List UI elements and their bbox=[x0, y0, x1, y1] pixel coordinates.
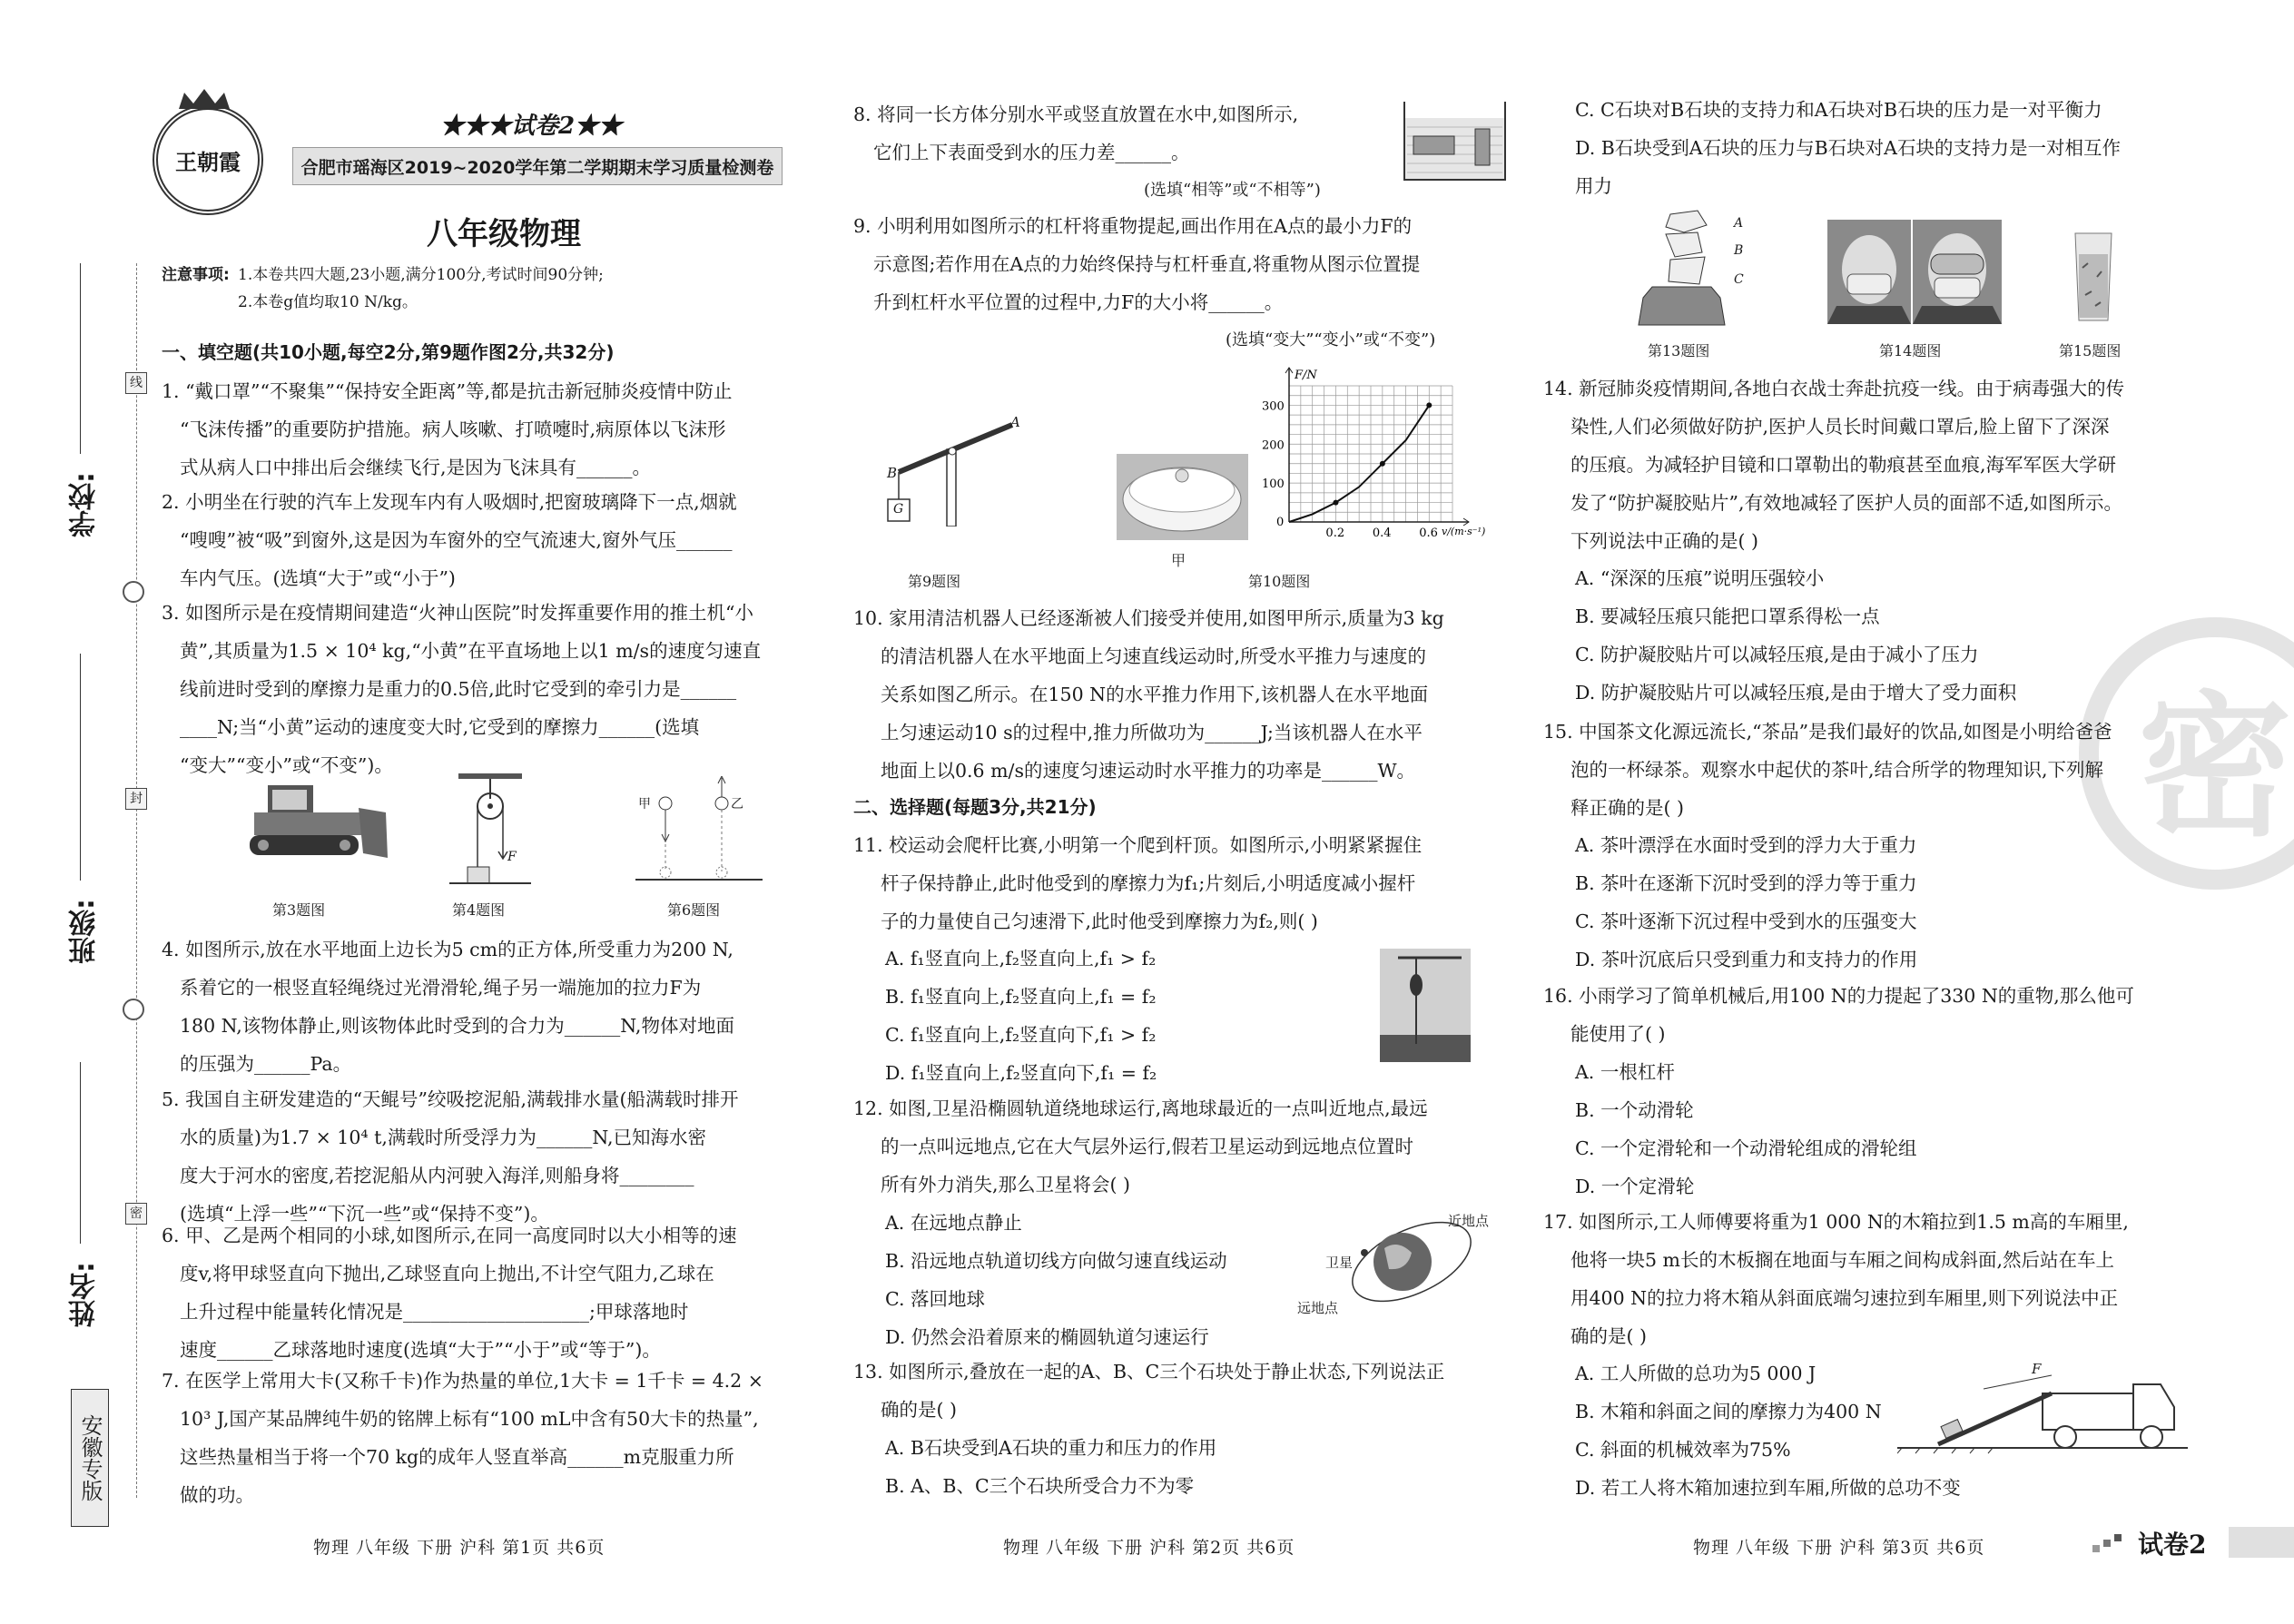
question-11-options bbox=[885, 940, 1157, 1092]
question-5-line: 5. 我国自主研发建造的“天鲲号”绞吸挖泥船,满载排水量(船满载时排开 bbox=[162, 1088, 739, 1110]
question-15 bbox=[1543, 713, 2206, 827]
figure-14-caption: 第14题图 bbox=[1879, 342, 1942, 359]
lever-diagram bbox=[876, 408, 1021, 527]
question-14-options bbox=[1575, 559, 2016, 712]
question-3-line: 黄”,其质量为1.5 × 10⁴ kg,“小黄”在平直场地上以1 m/s的速度匀速直 bbox=[180, 640, 762, 662]
truck-ramp-diagram bbox=[1897, 1357, 2188, 1457]
question-10-line: 关系如图乙所示。在150 N的水平推力作用下,该机器人在水平地面 bbox=[881, 684, 1429, 705]
question-6 bbox=[162, 1216, 852, 1369]
question-1-line: “飞沫传播”的重要防护措施。病人咳嗽、打喷嚏时,病原体以飞沫形 bbox=[180, 418, 726, 440]
seal-mark-line bbox=[125, 372, 147, 394]
option-d[interactable]: D. f₁竖直向上,f₂竖直向下,f₁ = f₂ bbox=[885, 1062, 1157, 1084]
y-tick-label: 300 bbox=[1262, 399, 1285, 414]
pole-climb-image bbox=[1380, 949, 1471, 1062]
question-16-line: 能使用了( ) bbox=[1570, 1023, 1666, 1045]
figure-3-caption: 第3题图 bbox=[272, 901, 326, 919]
question-8 bbox=[853, 95, 1416, 210]
question-17-line: 17. 如图所示,工人师傅要将重为1 000 N的木箱拉到1.5 m高的车厢里, bbox=[1543, 1211, 2129, 1233]
option-b[interactable]: B. f₁竖直向上,f₂竖直向上,f₁ = f₂ bbox=[885, 986, 1157, 1008]
question-10-line: 10. 家用清洁机器人已经逐渐被人们接受并使用,如图甲所示,质量为3 kg bbox=[853, 607, 1444, 629]
figure-10-jia-label: 甲 bbox=[1171, 552, 1186, 569]
footer-tag-bar bbox=[2229, 1527, 2294, 1558]
question-6-line: 度v,将甲球竖直向下抛出,乙球竖直向上抛出,不计空气阻力,乙球在 bbox=[180, 1263, 714, 1284]
question-12-line: 的一点叫远地点,它在大气层外运行,假若卫星运动到远地点位置时 bbox=[881, 1136, 1414, 1157]
option-a[interactable]: A. f₁竖直向上,f₂竖直向上,f₁ > f₂ bbox=[885, 948, 1157, 969]
question-10-line: 地面上以0.6 m/s的速度匀速运动时水平推力的功率是______W。 bbox=[881, 760, 1416, 782]
option-d[interactable]: D. 茶叶沉底后只受到重力和支持力的作用 bbox=[1575, 949, 1918, 970]
question-7-line: 做的功。 bbox=[180, 1484, 254, 1506]
question-5-line: (选填“上浮一些”“下沉一些”或“保持不变”)。 bbox=[180, 1203, 549, 1225]
name-field[interactable] bbox=[80, 1062, 81, 1244]
binding-hole bbox=[123, 999, 144, 1020]
footer-paper-tag: 试卷2 bbox=[2138, 1530, 2207, 1560]
footer-page-2: 物理 八年级 下册 沪科 第2页 共6页 bbox=[1003, 1538, 1295, 1558]
lever-point-a: A bbox=[1010, 414, 1020, 430]
x-tick-label: 0.2 bbox=[1325, 527, 1345, 540]
note-2: 2.本卷g值均取10 N/kg。 bbox=[238, 293, 418, 311]
figure-13-caption: 第13题图 bbox=[1648, 342, 1710, 359]
option-b[interactable]: B. 沿远地点轨道切线方向做匀速直线运动 bbox=[885, 1250, 1227, 1272]
x-tick-label: 0.4 bbox=[1372, 527, 1392, 540]
province-tag-text: 安徽专版 bbox=[77, 1414, 103, 1501]
apogee-label: 远地点 bbox=[1297, 1300, 1339, 1316]
logo-text: 王朝霞 bbox=[175, 148, 241, 175]
seal-mark-seal bbox=[125, 788, 147, 810]
stone-c-label: C bbox=[1734, 272, 1744, 287]
option-c[interactable]: C. 落回地球 bbox=[885, 1288, 985, 1310]
figure-15-caption: 第15题图 bbox=[2059, 342, 2122, 359]
question-6-line: 上升过程中能量转化情况是____________________;甲球落地时 bbox=[180, 1301, 689, 1323]
question-6-line: 速度______乙球落地时速度(选填“大于”“小于”或“等于”)。 bbox=[180, 1339, 661, 1361]
section-1-heading: 一、填空题(共10小题,每空2分,第9题作图2分,共32分) bbox=[162, 341, 615, 363]
question-11-line: 11. 校运动会爬杆比赛,小明第一个爬到杆顶。如图所示,小明紧紧握住 bbox=[853, 834, 1423, 856]
question-1-line: 1. “戴口罩”“不聚集”“保持安全距离”等,都是抗击新冠肺炎疫情中防止 bbox=[162, 380, 733, 402]
data-point bbox=[1333, 500, 1338, 506]
section-2-heading: 二、选择题(每题3分,共21分) bbox=[853, 796, 1097, 818]
question-16 bbox=[1543, 977, 2206, 1053]
water-tank-diagram bbox=[1403, 100, 1507, 182]
force-velocity-chart bbox=[1244, 363, 1489, 554]
y-tick-label: 100 bbox=[1262, 477, 1285, 492]
satellite-orbit-diagram bbox=[1294, 1207, 1516, 1316]
option-b[interactable]: B. 木箱和斜面之间的摩擦力为400 N bbox=[1575, 1401, 1882, 1422]
footer-page-1: 物理 八年级 下册 沪科 第1页 共6页 bbox=[313, 1538, 605, 1558]
question-2-line: 2. 小明坐在行驶的汽车上发现车内有人吸烟时,把窗玻璃降下一点,烟就 bbox=[162, 491, 737, 513]
question-8-line: 8. 将同一长方体分别水平或竖直放置在水中,如图所示, bbox=[853, 103, 1299, 125]
question-8-line: 它们上下表面受到水的压力差______。 bbox=[873, 142, 1190, 163]
note-1: 1.本卷共四大题,23小题,满分100分,考试时间90分钟; bbox=[238, 266, 604, 284]
seal-mark-seal-text: 封 bbox=[130, 792, 143, 806]
question-17 bbox=[1543, 1203, 2206, 1355]
option-c[interactable]: C. 防护凝胶贴片可以减轻压痕,是由于减小了压力 bbox=[1575, 644, 1979, 665]
ball-yi-label: 乙 bbox=[731, 797, 743, 812]
question-3-line: ____N;当“小黄”运动的速度变大时,它受到的摩擦力______(选填 bbox=[180, 716, 700, 738]
question-5-line: 水的质量)为1.7 × 10⁴ t,满载时所受浮力为______N,已知海水密 bbox=[180, 1127, 707, 1148]
question-9-line: 9. 小明利用如图所示的杠杆将重物提起,画出作用在A点的最小力F的 bbox=[853, 215, 1413, 237]
option-a[interactable]: A. 茶叶漂浮在水面时受到的浮力大于重力 bbox=[1575, 834, 1917, 856]
question-7 bbox=[162, 1362, 852, 1514]
question-2 bbox=[162, 483, 852, 597]
force-velocity-chart-svg bbox=[1244, 363, 1489, 554]
stone-b-label: B bbox=[1734, 243, 1744, 258]
question-3 bbox=[162, 594, 852, 784]
question-9-line: 示意图;若作用在A点的力始终保持与杠杆垂直,将重物从图示位置提 bbox=[873, 253, 1421, 275]
option-b[interactable]: B. 茶叶在逐渐下沉时受到的浮力等于重力 bbox=[1575, 872, 1917, 894]
question-9-line: 升到杠杆水平位置的过程中,力F的大小将______。 bbox=[873, 291, 1284, 313]
question-17-line: 他将一块5 m长的木板搁在地面与车厢之间构成斜面,然后站在车上 bbox=[1570, 1249, 2115, 1271]
seal-mark-mi-text: 密 bbox=[130, 1206, 143, 1221]
question-10 bbox=[853, 599, 1507, 790]
lever-point-b: B bbox=[887, 465, 898, 481]
question-13-line: 13. 如图所示,叠放在一起的A、B、C三个石块处于静止状态,下列说法正 bbox=[853, 1361, 1445, 1383]
option-d[interactable]: D. 防护凝胶贴片可以减轻压痕,是由于增大了受力面积 bbox=[1575, 682, 2017, 704]
question-9 bbox=[853, 207, 1507, 359]
figure-4-caption: 第4题图 bbox=[452, 901, 506, 919]
question-9-line: (选填“变大”“变小”或“不变”) bbox=[1226, 330, 1436, 349]
ramp-force-label: F bbox=[2032, 1361, 2042, 1377]
question-1 bbox=[162, 372, 852, 487]
option-c[interactable]: C. 斜面的机械效率为75% bbox=[1575, 1439, 1791, 1461]
question-4-line: 4. 如图所示,放在水平地面上边长为5 cm的正方体,所受重力为200 N, bbox=[162, 939, 733, 960]
question-13-options-cd bbox=[1575, 91, 2121, 205]
question-12-line: 12. 如图,卫星沿椭圆轨道绕地球运行,离地球最近的一点叫近地点,最远 bbox=[853, 1097, 1428, 1119]
figure-6-caption: 第6题图 bbox=[667, 901, 721, 919]
question-15-line: 15. 中国茶文化源远流长,“茶品”是我们最好的饮品,如图是小明给爸爸 bbox=[1543, 721, 2112, 743]
figure-10-caption: 第10题图 bbox=[1248, 573, 1311, 590]
question-1-line: 式从病人口中排出后会继续飞行,是因为飞沫具有______。 bbox=[180, 457, 652, 478]
figure-9-caption: 第9题图 bbox=[908, 573, 961, 590]
perigee-label: 近地点 bbox=[1448, 1213, 1490, 1229]
stone-a-label: A bbox=[1734, 216, 1744, 231]
page-title: 八年级物理 bbox=[427, 216, 581, 252]
exam-subtitle: 合肥市瑶海区2019~2020学年第二学期期末学习质量检测卷 bbox=[300, 157, 774, 178]
question-3-line: 3. 如图所示是在疫情期间建造“火神山医院”时发挥重要作用的推土机“小 bbox=[162, 602, 754, 624]
ball-jia-label: 甲 bbox=[638, 797, 651, 812]
option-c[interactable]: C. f₁竖直向上,f₂竖直向下,f₁ > f₂ bbox=[885, 1024, 1157, 1046]
question-14-line: 14. 新冠肺炎疫情期间,各地白衣战士奔赴抗疫一线。由于病毒强大的传 bbox=[1543, 378, 2125, 399]
footer-page-3: 物理 八年级 下册 沪科 第3页 共6页 bbox=[1693, 1538, 1985, 1558]
question-14-line: 下列说法中正确的是( ) bbox=[1570, 530, 1759, 552]
question-13 bbox=[853, 1353, 1507, 1429]
robot-vacuum-image bbox=[1117, 454, 1248, 540]
stacked-stones-image bbox=[1634, 207, 1743, 334]
question-13-options-ab bbox=[885, 1429, 1216, 1505]
y-tick-label: 200 bbox=[1262, 438, 1285, 453]
origin-label: 0 bbox=[1276, 516, 1285, 529]
question-10-line: 的清洁机器人在水平地面上匀速直线运动时,所受水平推力与速度的 bbox=[881, 645, 1427, 667]
question-7-line: 这些热量相当于将一个70 kg的成年人竖直举高______m克服重力所 bbox=[180, 1446, 734, 1468]
seal-mark-line-text: 线 bbox=[130, 376, 143, 390]
question-6-line: 6. 甲、乙是两个相同的小球,如图所示,在同一高度同时以大小相等的速 bbox=[162, 1225, 737, 1246]
y-axis-label: F/N bbox=[1295, 369, 1317, 382]
x-axis-label: v/(m·s⁻¹) bbox=[1442, 526, 1486, 537]
question-15-line: 泡的一杯绿茶。观察水中起伏的茶叶,结合所学的物理知识,下列解 bbox=[1570, 759, 2104, 781]
question-11-line: 子的力量使自己匀速滑下,此时他受到摩擦力为f₂,则( ) bbox=[881, 910, 1318, 932]
footer-deco bbox=[2092, 1532, 2129, 1554]
school-field[interactable] bbox=[80, 263, 81, 454]
option-b[interactable]: B. 一个动滑轮 bbox=[1575, 1099, 1694, 1121]
question-3-line: 线前进时受到的摩擦力是重力的0.5倍,此时它受到的牵引力是______ bbox=[180, 678, 737, 700]
question-5 bbox=[162, 1080, 852, 1233]
question-14-line: 发了“防护凝胶贴片”,有效地减轻了医护人员的面部不适,如图所示。 bbox=[1570, 492, 2122, 514]
data-point bbox=[1380, 461, 1385, 467]
question-4-line: 系着它的一根竖直轻绳绕过光滑滑轮,绳子另一端施加的拉力F为 bbox=[180, 977, 702, 999]
option-d-continued: 用力 bbox=[1575, 175, 1612, 197]
question-14 bbox=[1543, 369, 2206, 560]
option-d[interactable]: D. B石块受到A石块的压力与B石块对A石块的支持力是一对相互作 bbox=[1575, 137, 2121, 159]
question-4 bbox=[162, 930, 852, 1083]
option-c[interactable]: C. C石块对B石块的支持力和A石块对B石块的压力是一对平衡力 bbox=[1575, 99, 2102, 121]
secret-watermark-text: 密 bbox=[2137, 677, 2292, 858]
logo-seal bbox=[153, 104, 263, 215]
question-12-line: 所有外力消失,那么卫星将会( ) bbox=[881, 1174, 1131, 1196]
question-11-line: 杆子保持静止,此时他受到的摩擦力为f₁;片刻后,小明适度减小握杆 bbox=[881, 872, 1416, 894]
exam-subtitle-banner bbox=[292, 147, 783, 185]
question-4-line: 的压强为______Pa。 bbox=[180, 1053, 352, 1075]
option-a[interactable]: A. 一根杠杆 bbox=[1575, 1061, 1675, 1083]
bulldozer-image bbox=[231, 776, 390, 867]
question-14-line: 染性,人们必须做好防护,医护人员长时间戴口罩后,脸上留下了深深 bbox=[1570, 416, 2110, 438]
lever-weight-g: G bbox=[893, 502, 904, 517]
question-17-line: 用400 N的拉力将木箱从斜面底端匀速拉到车厢里,则下列说法中正 bbox=[1570, 1287, 2119, 1309]
notes-label: 注意事项: bbox=[162, 266, 230, 284]
question-8-line: (选填“相等”或“不相等”) bbox=[1144, 181, 1321, 200]
data-point bbox=[1426, 402, 1432, 408]
question-4-line: 180 N,该物体静止,则该物体此时受到的合力为______N,物体对地面 bbox=[180, 1015, 734, 1037]
question-7-line: 10³ J,国产某品牌纯牛奶的铭牌上标有“100 mL中含有50大卡的热量”, bbox=[180, 1408, 759, 1430]
question-3-line: “变大”“变小”或“不变”)。 bbox=[180, 754, 393, 776]
question-5-line: 度大于河水的密度,若挖泥船从内河驶入海洋,则船身将________ bbox=[180, 1165, 694, 1186]
medic-photo-1 bbox=[1827, 220, 1911, 324]
satellite-label: 卫星 bbox=[1325, 1255, 1354, 1271]
class-label: 班级: bbox=[69, 899, 101, 964]
question-10-line: 上匀速运动10 s的过程中,推力所做功为______J;当该机器人在水平 bbox=[881, 722, 1423, 743]
question-14-line: 的压痕。为减轻护目镜和口罩勒出的勒痕甚至血痕,海军军医大学研 bbox=[1570, 454, 2117, 476]
balls-diagram bbox=[631, 776, 767, 885]
crown-icon bbox=[177, 87, 231, 111]
medic-photo-2 bbox=[1913, 220, 2002, 324]
option-a[interactable]: A. “深深的压痕”说明压强较小 bbox=[1575, 567, 1825, 589]
option-c[interactable]: C. 一个定滑轮和一个动滑轮组成的滑轮组 bbox=[1575, 1137, 1917, 1159]
question-15-options bbox=[1575, 826, 1917, 979]
option-b[interactable]: B. A、B、C三个石块所受合力不为零 bbox=[885, 1475, 1195, 1497]
binding-hole bbox=[123, 581, 144, 603]
option-a[interactable]: A. B石块受到A石块的重力和压力的作用 bbox=[885, 1437, 1217, 1459]
question-11 bbox=[853, 826, 1507, 940]
question-12 bbox=[853, 1089, 1507, 1204]
tea-glass-image bbox=[2072, 231, 2115, 322]
pulley-force-label: F bbox=[507, 850, 517, 864]
binding-line bbox=[136, 263, 137, 1498]
option-d[interactable]: D. 一个定滑轮 bbox=[1575, 1176, 1695, 1197]
x-tick-label: 0.6 bbox=[1419, 527, 1438, 540]
option-d[interactable]: D. 若工人将木箱加速拉到车厢,所做的总功不变 bbox=[1575, 1477, 1961, 1499]
question-2-line: “嗖嗖”被“吸”到窗外,这是因为车窗外的空气流速大,窗外气压______ bbox=[180, 529, 733, 551]
question-7-line: 7. 在医学上常用大卡(又称千卡)作为热量的单位,1大卡 = 1千卡 = 4.2 × bbox=[162, 1370, 763, 1392]
option-d[interactable]: D. 仍然会沿着原来的椭圆轨道匀速运行 bbox=[885, 1326, 1209, 1348]
question-16-line: 16. 小雨学习了简单机械后,用100 N的力提起了330 N的重物,那么他可 bbox=[1543, 985, 2134, 1007]
option-a[interactable]: A. 在远地点静止 bbox=[885, 1212, 1022, 1234]
question-13-line: 确的是( ) bbox=[881, 1399, 958, 1421]
question-17-line: 确的是( ) bbox=[1570, 1325, 1648, 1347]
question-2-line: 车内气压。(选填“大于”或“小于”) bbox=[180, 567, 456, 589]
seal-mark-mi bbox=[125, 1203, 147, 1225]
option-c[interactable]: C. 茶叶逐渐下沉过程中受到水的压强变大 bbox=[1575, 910, 1917, 932]
province-tag bbox=[71, 1389, 109, 1527]
paper-number: ★★★试卷2★★ bbox=[440, 113, 623, 140]
school-label: 学校: bbox=[69, 472, 101, 537]
name-label: 姓名: bbox=[69, 1262, 101, 1327]
question-16-options bbox=[1575, 1053, 1917, 1206]
question-12-options bbox=[885, 1204, 1227, 1356]
pulley-diagram bbox=[449, 772, 531, 885]
question-15-line: 释正确的是( ) bbox=[1570, 797, 1685, 819]
option-a[interactable]: A. 工人所做的总功为5 000 J bbox=[1575, 1363, 1816, 1384]
class-field[interactable] bbox=[80, 654, 81, 881]
option-b[interactable]: B. 要减轻压痕只能把口罩系得松一点 bbox=[1575, 605, 1880, 627]
